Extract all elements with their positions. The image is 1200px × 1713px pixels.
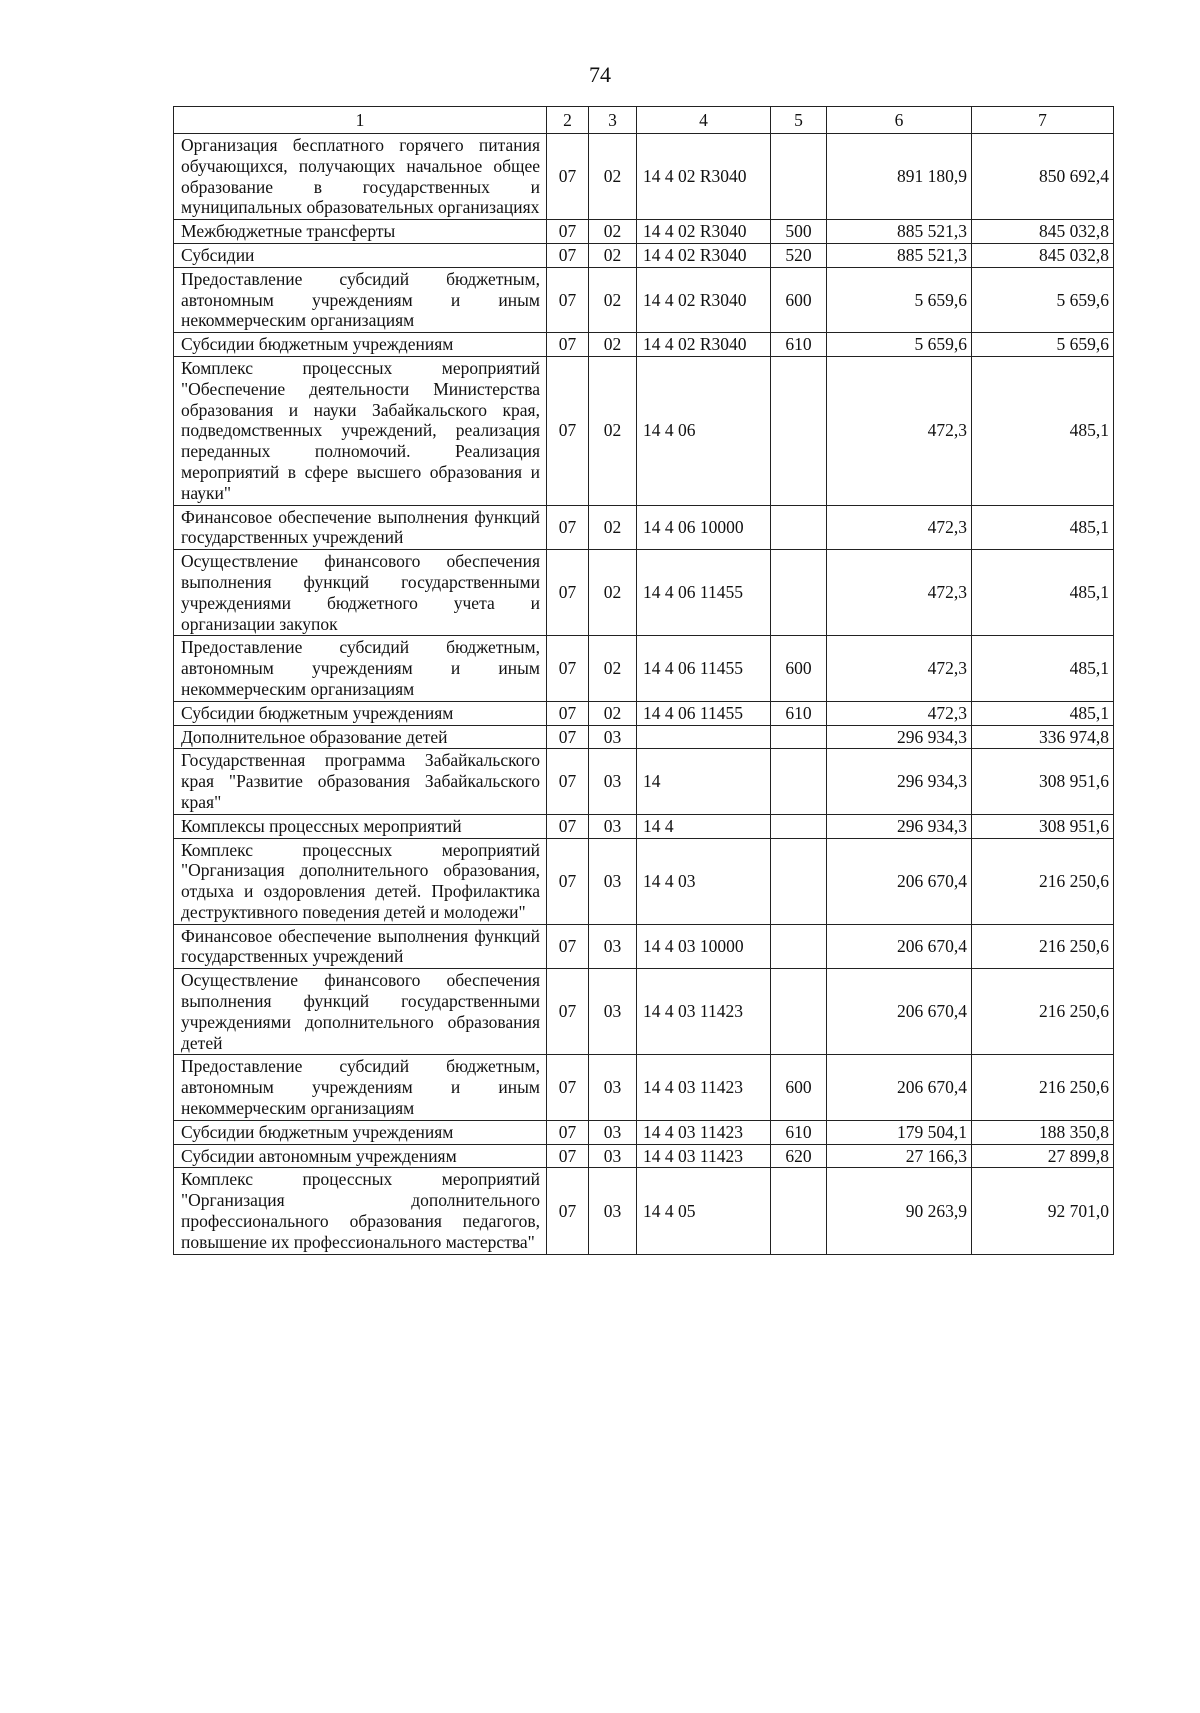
row-section: 07	[547, 924, 589, 969]
row-amount-year1: 472,3	[827, 356, 972, 505]
row-section: 07	[547, 969, 589, 1055]
row-subsection: 02	[589, 220, 637, 244]
row-expense-type: 600	[771, 267, 827, 332]
row-section: 07	[547, 333, 589, 357]
row-amount-year1: 296 934,3	[827, 814, 972, 838]
row-amount-year2: 5 659,6	[972, 267, 1114, 332]
row-expense-type	[771, 134, 827, 220]
row-amount-year1: 27 166,3	[827, 1144, 972, 1168]
row-subsection: 02	[589, 550, 637, 636]
row-section: 07	[547, 749, 589, 814]
table-row	[174, 134, 1114, 220]
row-section: 07	[547, 134, 589, 220]
row-subsection: 03	[589, 838, 637, 924]
row-target-code: 14 4 02 R3040	[637, 333, 771, 357]
row-expense-type	[771, 924, 827, 969]
row-subsection: 02	[589, 701, 637, 725]
row-name: Межбюджетные трансферты	[174, 220, 547, 244]
row-amount-year1: 206 670,4	[827, 838, 972, 924]
row-section: 07	[547, 356, 589, 505]
row-subsection: 03	[589, 749, 637, 814]
row-name: Субсидии бюджетным учреждениям	[174, 1120, 547, 1144]
row-subsection: 02	[589, 243, 637, 267]
row-expense-type	[771, 749, 827, 814]
header-col-6: 6	[827, 107, 972, 134]
row-amount-year2: 216 250,6	[972, 969, 1114, 1055]
row-amount-year2: 485,1	[972, 550, 1114, 636]
row-section: 07	[547, 814, 589, 838]
row-amount-year2: 485,1	[972, 636, 1114, 701]
row-expense-type	[771, 505, 827, 550]
row-name: Организация бесплатного горячего питания обучающихся, получающих начальное общее образование в государственных и муниципальных образовательных организациях	[174, 134, 547, 220]
row-amount-year2: 92 701,0	[972, 1168, 1114, 1254]
row-target-code: 14 4 03 11423	[637, 1120, 771, 1144]
row-subsection: 02	[589, 505, 637, 550]
row-subsection: 02	[589, 267, 637, 332]
row-subsection: 03	[589, 814, 637, 838]
row-section: 07	[547, 1055, 589, 1120]
row-amount-year1: 90 263,9	[827, 1168, 972, 1254]
row-name: Комплекс процессных мероприятий "Организация дополнительного образования, отдыха и оздоровления детей. Профилактика деструктивного поведения детей и молодежи"	[174, 838, 547, 924]
row-expense-type: 610	[771, 701, 827, 725]
row-target-code: 14 4 03 11423	[637, 1144, 771, 1168]
row-amount-year1: 472,3	[827, 505, 972, 550]
row-section: 07	[547, 267, 589, 332]
row-amount-year2: 485,1	[972, 701, 1114, 725]
table-row	[174, 969, 1114, 1055]
header-row	[174, 107, 1114, 134]
row-expense-type: 610	[771, 1120, 827, 1144]
row-amount-year2: 216 250,6	[972, 838, 1114, 924]
row-amount-year2: 308 951,6	[972, 749, 1114, 814]
row-name: Комплексы процессных мероприятий	[174, 814, 547, 838]
row-name: Субсидии автономным учреждениям	[174, 1144, 547, 1168]
row-amount-year2: 27 899,8	[972, 1144, 1114, 1168]
row-section: 07	[547, 701, 589, 725]
row-amount-year2: 308 951,6	[972, 814, 1114, 838]
row-subsection: 03	[589, 1144, 637, 1168]
row-target-code: 14 4 06	[637, 356, 771, 505]
row-expense-type: 600	[771, 1055, 827, 1120]
row-amount-year2: 188 350,8	[972, 1120, 1114, 1144]
row-target-code: 14 4 02 R3040	[637, 134, 771, 220]
row-amount-year2: 845 032,8	[972, 220, 1114, 244]
row-expense-type	[771, 725, 827, 749]
row-expense-type	[771, 550, 827, 636]
row-amount-year1: 206 670,4	[827, 969, 972, 1055]
row-target-code: 14 4 03 11423	[637, 969, 771, 1055]
row-amount-year1: 206 670,4	[827, 1055, 972, 1120]
header-col-3: 3	[589, 107, 637, 134]
row-subsection: 02	[589, 356, 637, 505]
row-name: Субсидии бюджетным учреждениям	[174, 701, 547, 725]
row-section: 07	[547, 1144, 589, 1168]
row-expense-type	[771, 1168, 827, 1254]
table-row	[174, 838, 1114, 924]
row-amount-year1: 5 659,6	[827, 333, 972, 357]
table-row	[174, 749, 1114, 814]
row-amount-year2: 5 659,6	[972, 333, 1114, 357]
row-subsection: 03	[589, 924, 637, 969]
row-target-code: 14 4 02 R3040	[637, 220, 771, 244]
row-amount-year1: 296 934,3	[827, 749, 972, 814]
row-target-code: 14	[637, 749, 771, 814]
row-expense-type	[771, 969, 827, 1055]
row-target-code: 14 4 05	[637, 1168, 771, 1254]
row-subsection: 03	[589, 725, 637, 749]
row-target-code: 14 4 06 11455	[637, 636, 771, 701]
table-row	[174, 1144, 1114, 1168]
row-amount-year1: 472,3	[827, 636, 972, 701]
row-amount-year2: 850 692,4	[972, 134, 1114, 220]
table-body	[174, 134, 1114, 1255]
row-name: Осуществление финансового обеспечения выполнения функций государственными учреждениями дополнительного образования детей	[174, 969, 547, 1055]
row-subsection: 03	[589, 1120, 637, 1144]
header-col-4: 4	[637, 107, 771, 134]
row-amount-year1: 885 521,3	[827, 220, 972, 244]
row-section: 07	[547, 243, 589, 267]
table-row	[174, 333, 1114, 357]
table-row	[174, 243, 1114, 267]
row-amount-year2: 485,1	[972, 505, 1114, 550]
row-expense-type: 500	[771, 220, 827, 244]
row-name: Предоставление субсидий бюджетным, автономным учреждениям и иным некоммерческим организациям	[174, 636, 547, 701]
row-name: Субсидии	[174, 243, 547, 267]
table-row	[174, 267, 1114, 332]
budget-table	[173, 106, 1114, 1255]
row-section: 07	[547, 505, 589, 550]
row-amount-year1: 472,3	[827, 701, 972, 725]
row-section: 07	[547, 725, 589, 749]
table-row	[174, 1055, 1114, 1120]
row-target-code	[637, 725, 771, 749]
row-amount-year1: 206 670,4	[827, 924, 972, 969]
row-section: 07	[547, 636, 589, 701]
table-row	[174, 814, 1114, 838]
row-target-code: 14 4 06 11455	[637, 701, 771, 725]
table-row	[174, 701, 1114, 725]
table-row	[174, 356, 1114, 505]
header-col-2: 2	[547, 107, 589, 134]
row-subsection: 02	[589, 134, 637, 220]
row-amount-year2: 216 250,6	[972, 1055, 1114, 1120]
table-row	[174, 220, 1114, 244]
page-number: 74	[589, 62, 611, 87]
table-row	[174, 1168, 1114, 1254]
row-expense-type: 620	[771, 1144, 827, 1168]
row-subsection: 03	[589, 1055, 637, 1120]
row-expense-type	[771, 356, 827, 505]
row-target-code: 14 4 03	[637, 838, 771, 924]
row-name: Комплекс процессных мероприятий "Обеспечение деятельности Министерства образования и науки Забайкальского края, подведомственных учреждений, реализация переданных полномочий. Реализация мероприятий в сфере высшего образования и науки"	[174, 356, 547, 505]
row-target-code: 14 4 02 R3040	[637, 243, 771, 267]
row-expense-type	[771, 838, 827, 924]
row-name: Финансовое обеспечение выполнения функций государственных учреждений	[174, 924, 547, 969]
table-row	[174, 636, 1114, 701]
row-amount-year1: 885 521,3	[827, 243, 972, 267]
table-row	[174, 550, 1114, 636]
row-amount-year1: 5 659,6	[827, 267, 972, 332]
row-name: Государственная программа Забайкальского края "Развитие образования Забайкальского края"	[174, 749, 547, 814]
row-amount-year2: 845 032,8	[972, 243, 1114, 267]
row-subsection: 03	[589, 969, 637, 1055]
row-name: Субсидии бюджетным учреждениям	[174, 333, 547, 357]
row-target-code: 14 4 06 11455	[637, 550, 771, 636]
row-name: Предоставление субсидий бюджетным, автономным учреждениям и иным некоммерческим организациям	[174, 267, 547, 332]
table-row	[174, 924, 1114, 969]
row-target-code: 14 4 03 11423	[637, 1055, 771, 1120]
row-section: 07	[547, 1168, 589, 1254]
row-subsection: 02	[589, 333, 637, 357]
row-subsection: 02	[589, 636, 637, 701]
row-expense-type	[771, 814, 827, 838]
row-name: Комплекс процессных мероприятий "Организация дополнительного профессионального образования педагогов, повышение их профессионального мастерства"	[174, 1168, 547, 1254]
row-section: 07	[547, 1120, 589, 1144]
row-amount-year2: 336 974,8	[972, 725, 1114, 749]
row-expense-type: 610	[771, 333, 827, 357]
row-amount-year1: 891 180,9	[827, 134, 972, 220]
table-row	[174, 1120, 1114, 1144]
row-target-code: 14 4	[637, 814, 771, 838]
row-amount-year1: 179 504,1	[827, 1120, 972, 1144]
row-section: 07	[547, 220, 589, 244]
table-row	[174, 505, 1114, 550]
row-amount-year2: 216 250,6	[972, 924, 1114, 969]
row-expense-type: 520	[771, 243, 827, 267]
row-target-code: 14 4 02 R3040	[637, 267, 771, 332]
header-col-7: 7	[972, 107, 1114, 134]
header-col-1: 1	[174, 107, 547, 134]
row-target-code: 14 4 03 10000	[637, 924, 771, 969]
row-amount-year2: 485,1	[972, 356, 1114, 505]
row-name: Осуществление финансового обеспечения выполнения функций государственными учреждениями бюджетного учета и организации закупок	[174, 550, 547, 636]
row-name: Финансовое обеспечение выполнения функций государственных учреждений	[174, 505, 547, 550]
row-section: 07	[547, 550, 589, 636]
header-col-5: 5	[771, 107, 827, 134]
row-amount-year1: 296 934,3	[827, 725, 972, 749]
row-name: Дополнительное образование детей	[174, 725, 547, 749]
row-section: 07	[547, 838, 589, 924]
row-amount-year1: 472,3	[827, 550, 972, 636]
row-expense-type: 600	[771, 636, 827, 701]
row-subsection: 03	[589, 1168, 637, 1254]
row-target-code: 14 4 06 10000	[637, 505, 771, 550]
row-name: Предоставление субсидий бюджетным, автономным учреждениям и иным некоммерческим организациям	[174, 1055, 547, 1120]
table-row	[174, 725, 1114, 749]
